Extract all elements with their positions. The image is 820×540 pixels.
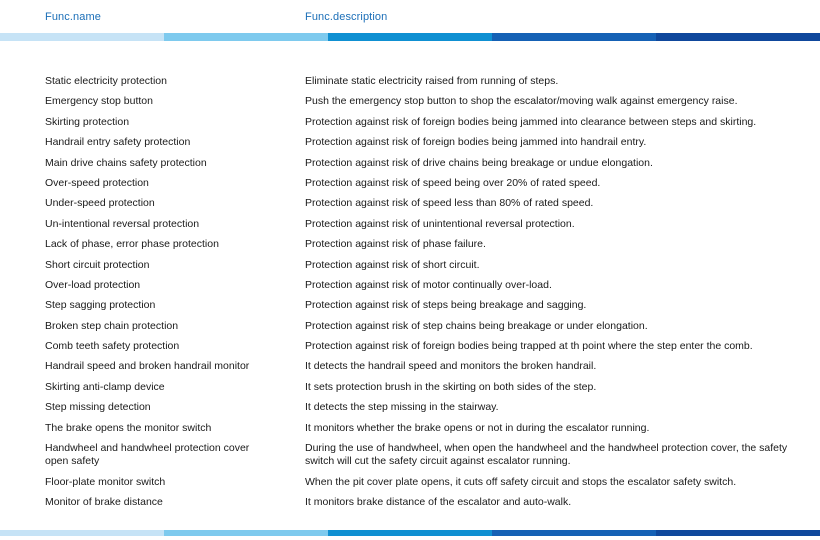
func-name-cell: The brake opens the monitor switch xyxy=(45,421,212,434)
table-row xyxy=(45,218,815,238)
func-name-cell: Lack of phase, error phase protection xyxy=(45,238,219,251)
table-row xyxy=(45,422,815,442)
table-row xyxy=(45,197,815,217)
func-description-cell: It monitors brake distance of the escalator and auto-walk. xyxy=(305,496,572,509)
func-name-cell: Un-intentional reversal protection xyxy=(45,217,200,230)
gradient-bar-segment xyxy=(164,33,328,41)
func-description-cell: Protection against risk of foreign bodies being trapped at th point where the step enter the comb. xyxy=(305,340,753,353)
table-row xyxy=(45,299,815,319)
func-name-cell: Skirting anti-clamp device xyxy=(45,380,165,393)
func-name-cell: Monitor of brake distance xyxy=(45,496,163,509)
table-row xyxy=(45,401,815,421)
func-description-cell: Eliminate static electricity raised from running of steps. xyxy=(305,75,559,87)
func-name-cell: Skirting protection xyxy=(45,115,130,128)
func-name-cell: Handrail entry safety protection xyxy=(45,136,191,149)
func-name-cell: Short circuit protection xyxy=(45,258,150,271)
func-name-cell: Over-load protection xyxy=(45,278,141,291)
gradient-bar-segment xyxy=(656,530,820,536)
func-description-cell: Protection against risk of foreign bodies being jammed into clearance between steps and skirting. xyxy=(305,115,757,128)
table-row xyxy=(45,279,815,299)
table-row xyxy=(45,177,815,197)
func-description-cell: It detects the handrail speed and monitors the broken handrail. xyxy=(305,360,597,373)
func-name-cell: Step sagging protection xyxy=(45,299,156,312)
func-description-cell: Protection against risk of phase failure. xyxy=(305,238,486,251)
gradient-bar-segment xyxy=(492,33,656,41)
table-row xyxy=(45,496,815,516)
func-name-cell: Emergency stop button xyxy=(45,95,153,108)
gradient-bar-segment xyxy=(328,33,492,41)
func-description-cell: During the use of handwheel, when open the handwheel and the handwheel protection cover, the safety switch will cut the safety circuit against escalator running. xyxy=(305,442,788,468)
gradient-bar-segment xyxy=(328,530,492,536)
func-description-cell: Protection against risk of foreign bodies being jammed into handrail entry. xyxy=(305,136,647,149)
func-description-cell: Push the emergency stop button to shop the escalator/moving walk against emergency raise. xyxy=(305,95,738,108)
table-row xyxy=(45,238,815,258)
table-row xyxy=(45,381,815,401)
table-row xyxy=(45,95,815,115)
function-table xyxy=(45,75,815,517)
func-name-cell: Handrail speed and broken handrail monitor xyxy=(45,360,250,373)
bottom-gradient-bar xyxy=(0,530,820,536)
func-description-cell: Protection against risk of speed less than 80% of rated speed. xyxy=(305,197,594,210)
func-description-cell: It sets protection brush in the skirting on both sides of the step. xyxy=(305,380,597,393)
gradient-bar-segment xyxy=(492,530,656,536)
table-row xyxy=(45,136,815,156)
table-row xyxy=(45,116,815,136)
table-row xyxy=(45,75,815,95)
func-description-cell: Protection against risk of motor continually over-load. xyxy=(305,278,552,291)
func-description-cell: Protection against risk of unintentional reversal protection. xyxy=(305,217,575,230)
func-name-cell: Broken step chain protection xyxy=(45,319,179,332)
table-row xyxy=(45,320,815,340)
gradient-bar-segment xyxy=(0,530,164,536)
table-row xyxy=(45,340,815,360)
gradient-bar-segment xyxy=(0,33,164,41)
top-gradient-bar xyxy=(0,33,820,41)
func-description-cell: Protection against risk of speed being over 20% of rated speed. xyxy=(305,176,601,189)
table-row xyxy=(45,259,815,279)
func-description-cell: Protection against risk of short circuit. xyxy=(305,258,480,271)
func-name-cell: Comb teeth safety protection xyxy=(45,340,180,353)
func-name-cell: Under-speed protection xyxy=(45,197,155,210)
func-name-cell: Over-speed protection xyxy=(45,176,149,189)
func-description-cell: It monitors whether the brake opens or not in during the escalator running. xyxy=(305,421,650,434)
table-row xyxy=(45,157,815,177)
gradient-bar-segment xyxy=(164,530,328,536)
table-row xyxy=(45,360,815,380)
column-header-func-description: Func.description xyxy=(305,11,388,23)
column-header-func-name: Func.name xyxy=(45,11,101,23)
func-description-cell: Protection against risk of drive chains being breakage or undue elongation. xyxy=(305,156,653,169)
gradient-bar-segment xyxy=(656,33,820,41)
table-row xyxy=(45,476,815,496)
func-description-cell: Protection against risk of steps being breakage and sagging. xyxy=(305,299,587,312)
table-row xyxy=(45,442,815,476)
func-name-cell: Handwheel and handwheel protection cover open safety xyxy=(45,442,250,468)
func-name-cell: Main drive chains safety protection xyxy=(45,156,207,169)
func-name-cell: Step missing detection xyxy=(45,401,151,414)
func-description-cell: It detects the step missing in the stairway. xyxy=(305,401,499,414)
func-description-cell: Protection against risk of step chains being breakage or under elongation. xyxy=(305,319,648,332)
func-name-cell: Static electricity protection xyxy=(45,75,167,87)
func-description-cell: When the pit cover plate opens, it cuts off safety circuit and stops the escalator safety switch. xyxy=(305,476,737,489)
func-name-cell: Floor-plate monitor switch xyxy=(45,476,166,489)
